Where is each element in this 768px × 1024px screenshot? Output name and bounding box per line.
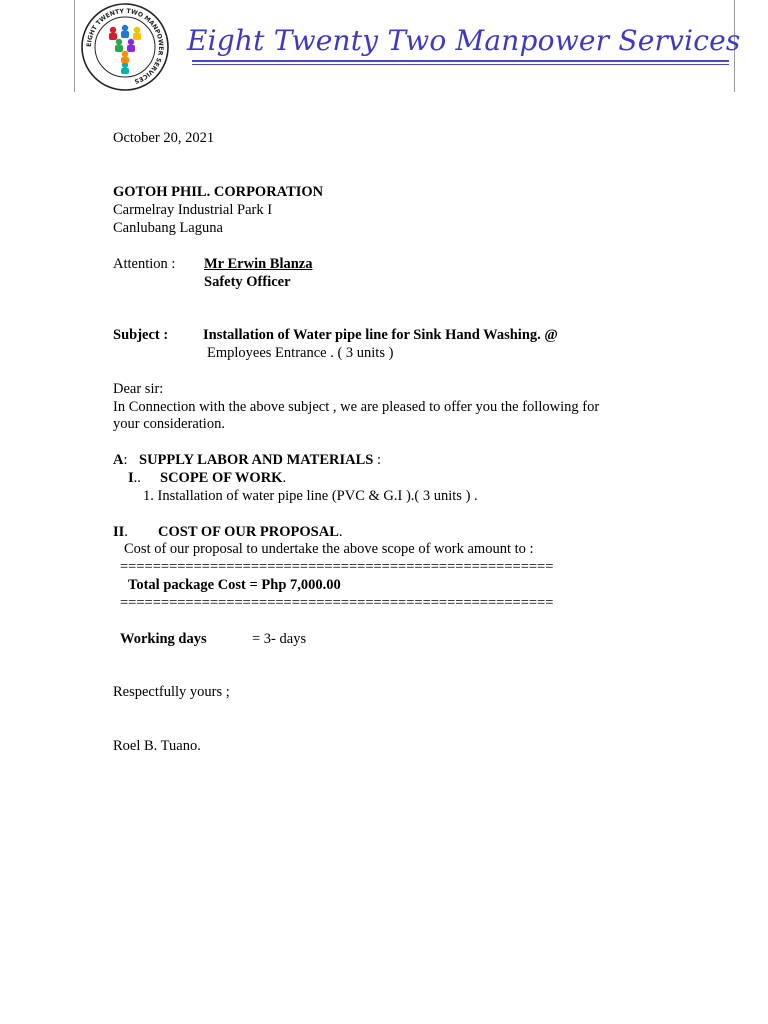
total-package-cost: Total package Cost = Php 7,000.00 [128, 577, 341, 593]
scope-item-1: 1. Installation of water pipe line (PVC & G.I ).( 3 units ) . [143, 488, 478, 504]
company-logo [77, 2, 173, 92]
company-name: Eight Twenty Two Manpower Services [187, 24, 741, 57]
recipient-company: GOTOH PHIL. CORPORATION [113, 184, 324, 200]
intro-line-1: In Connection with the above subject , we are pleased to offer you the following for [113, 399, 600, 415]
cost-title-wrap [158, 523, 343, 541]
salutation: Dear sir: [113, 381, 164, 397]
cost-numeral: II [113, 524, 125, 540]
scope-title-after: . [282, 470, 287, 486]
closing: Respectfully yours ; [113, 684, 230, 700]
attention-title: Safety Officer [204, 274, 291, 290]
cost-numeral-after: . [124, 524, 128, 540]
scope-numeral-wrap [128, 469, 141, 487]
scope-title: SCOPE OF WORK [160, 470, 283, 486]
cost-title: COST OF OUR PROPOSAL [158, 524, 339, 540]
section-a-letter: A [113, 452, 124, 468]
letterhead [74, 0, 741, 92]
attention-label: Attention : [113, 256, 176, 272]
cost-separator-bottom: ===================================================== [120, 595, 554, 611]
cost-separator-top: ===================================================== [120, 559, 554, 575]
working-days-value: = 3- days [252, 631, 307, 647]
intro-line-2: your consideration. [113, 416, 225, 432]
header-rule-thin [192, 64, 729, 65]
section-a-separator: : [123, 452, 128, 468]
recipient-address-line-2: Canlubang Laguna [113, 220, 223, 236]
section-a-title-wrap [139, 451, 381, 469]
logo-ring-text: EIGHT TWENTY TWO MANPOWER SERVICES [85, 7, 165, 85]
section-a-after: : [373, 452, 381, 468]
recipient-address-line-1: Carmelray Industrial Park I [113, 202, 273, 218]
cost-description: Cost of our proposal to undertake the above scope of work amount to : [124, 541, 534, 557]
scope-numeral: I [128, 470, 134, 486]
letter-date: October 20, 2021 [113, 130, 215, 146]
cost-title-after: . [338, 524, 343, 540]
subject-line-1: Installation of Water pipe line for Sink Hand Washing. @ [203, 327, 558, 343]
section-a-title: SUPPLY LABOR AND MATERIALS [139, 452, 374, 468]
cost-numeral-wrap [113, 523, 128, 541]
scope-title-wrap [160, 469, 286, 487]
subject-line-2: Employees Entrance . ( 3 units ) [207, 345, 394, 361]
signatory: Roel B. Tuano. [113, 738, 201, 754]
subject-label: Subject : [113, 327, 169, 343]
attention-name: Mr Erwin Blanza [204, 256, 313, 272]
scope-numeral-dots: .. [133, 470, 141, 486]
header-rule [192, 60, 729, 62]
working-days-label: Working days [120, 631, 207, 647]
section-a-heading [113, 451, 128, 469]
